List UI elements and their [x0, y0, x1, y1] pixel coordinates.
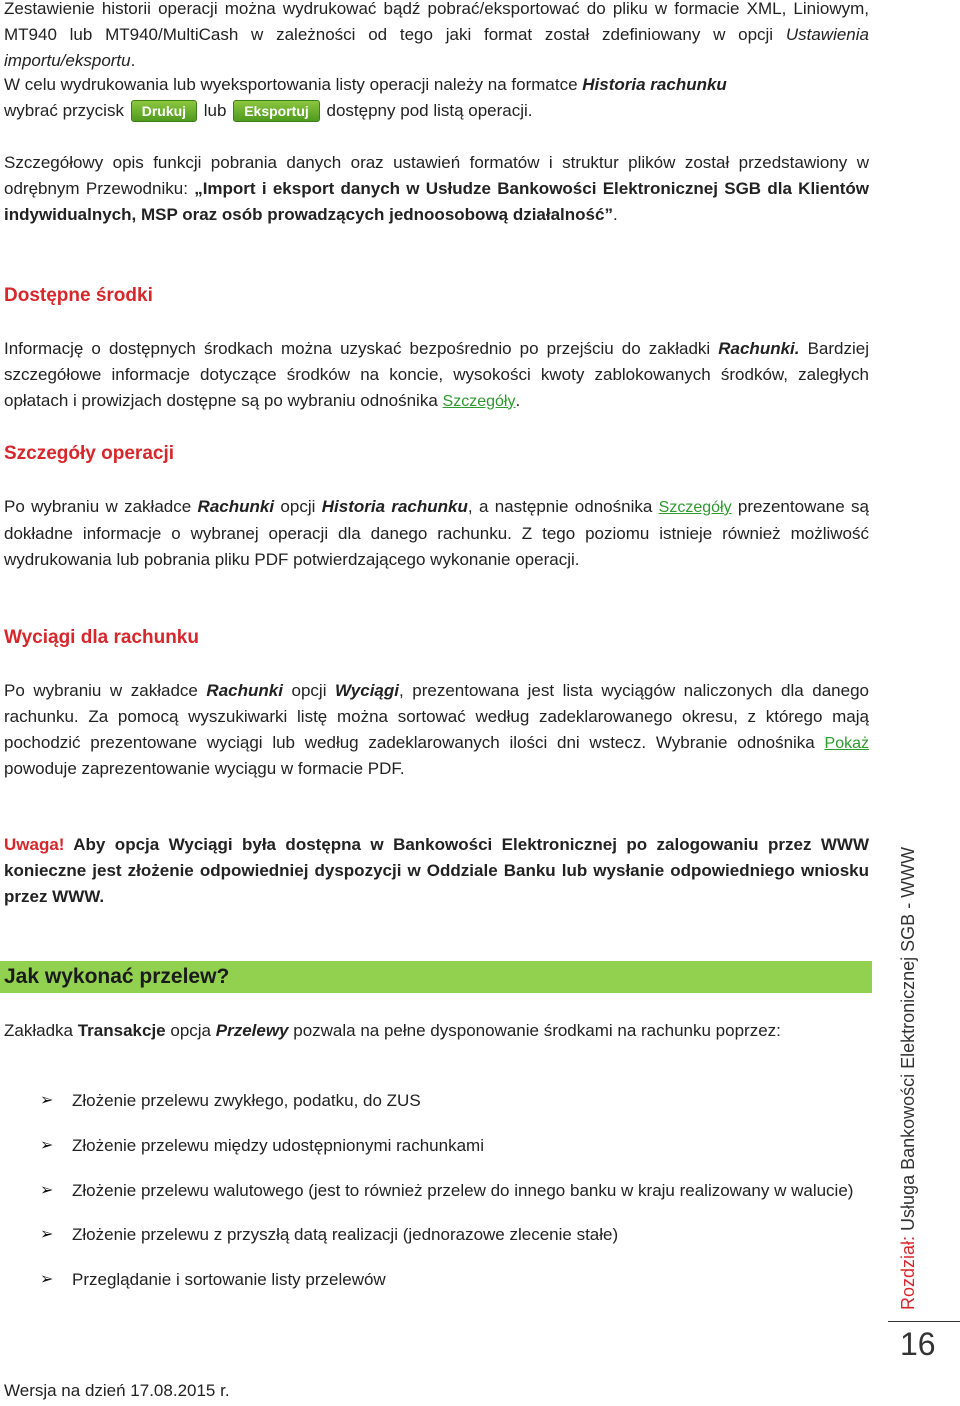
- list-item: ➢ Złożenie przelewu zwykłego, podatku, do ZUS: [40, 1088, 870, 1114]
- show-statement-link[interactable]: Pokaż: [824, 734, 869, 752]
- print-button[interactable]: Drukuj: [131, 100, 197, 122]
- list-item: ➢ Złożenie przelewu walutowego (jest to również przelew do innego banku w kraju realizowany w walucie): [40, 1178, 870, 1204]
- statements-paragraph: Po wybraniu w zakładce Rachunki opcji Wyciągi, prezentowana jest lista wyciągów naliczonych dla danego rachunku. Za pomocą wyszukiwarki listę można sortować według zadeklarowanego okresu, z którego mają pochodzić prezentowane wyciągi lub według zadeklarowanych ilości dni wstecz. Wybranie odnośnika Pokaż powoduje zaprezentowanie wyciągu w formacie PDF.: [4, 681, 869, 779]
- export-button[interactable]: Eksportuj: [233, 100, 320, 122]
- chapter-label: Rozdział:: [898, 1235, 918, 1310]
- arrow-bullet-icon: ➢: [40, 1136, 54, 1154]
- transfer-heading: Jak wykonać przelew?: [4, 965, 230, 988]
- section-heading-available-funds: Dostępne środki: [4, 285, 153, 306]
- chapter-sidebar: [898, 847, 919, 1310]
- section-heading-operation-details: Szczegóły operacji: [4, 443, 175, 464]
- chapter-title: Usługa Bankowości Elektronicznej SGB - WWW: [898, 846, 918, 1231]
- warning-paragraph: Uwaga! Aby opcja Wyciągi była dostępna w Bankowości Elektronicznej po zalogowaniu przez WWW konieczne jest złożenie odpowiedniej dyspozycji w Oddziale Banku lub wysłanie odpowiedniego wniosku przez WWW.: [4, 835, 870, 906]
- list-item: ➢ Złożenie przelewu z przyszłą datą realizacji (jednorazowe zlecenie stałe): [40, 1222, 870, 1248]
- arrow-bullet-icon: ➢: [40, 1271, 54, 1289]
- details-link[interactable]: Szczegóły: [442, 392, 516, 410]
- arrow-bullet-icon: ➢: [40, 1092, 54, 1109]
- arrow-bullet-icon: ➢: [40, 1226, 54, 1244]
- section-heading-statements: Wyciągi dla rachunku: [4, 627, 199, 648]
- operation-details-paragraph: Po wybraniu w zakładce Rachunki opcji Historia rachunku, a następnie odnośnika Szczegóły prezentowane są dokładne informacje o wybranej operacji dla danego rachunku. Z tego poziomu istnieje również możliwość wydrukowania lub pobrania pliku PDF potwierdzającego wykonanie operacji.: [4, 497, 869, 569]
- warning-label: Uwaga!: [4, 835, 65, 854]
- transfer-intro: Zakładka Transakcje opcja Przelewy pozwala na pełne dysponowanie środkami na rachunku poprzez:: [4, 1021, 781, 1040]
- transfer-heading-bar: [0, 961, 872, 993]
- page-number: 16: [900, 1326, 936, 1362]
- arrow-bullet-icon: ➢: [40, 1181, 54, 1199]
- available-funds-paragraph: Informację o dostępnych środkach można uzyskać bezpośrednio po przejściu do zakładki Rachunki. Bardziej szczegółowe informacje dotyczące środków na koncie, wysokości kwoty zablokowanych środków, zaległych opłatach i prowizjach dostępne są po wybraniu odnośnika Szczegóły.: [4, 339, 869, 410]
- list-item: ➢ Złożenie przelewu między udostępnionymi rachunkami: [40, 1133, 870, 1159]
- list-item: ➢ Przeglądanie i sortowanie listy przelewów: [40, 1267, 870, 1293]
- transfer-options-list: [40, 1088, 870, 1293]
- version-footer: Wersja na dzień 17.08.2015 r.: [4, 1381, 230, 1400]
- sidebar-divider: [888, 1321, 960, 1322]
- operation-details-link[interactable]: Szczegóły: [658, 499, 732, 516]
- intro-paragraph: Zestawienie historii operacji można wydrukować bądź pobrać/eksportować do pliku w formacie XML, Liniowym, MT940 lub MT940/MultiCash w zależności od tego jaki format został zdefiniowany w opcji Ustawienia importu/eksportu.: [4, 0, 869, 70]
- export-instructions: W celu wydrukowania lub wyeksportowania listy operacji należy na formatce Historia rachunku wybrać przycisk Drukuj lub Eksportuj dostępny pod listą operacji.: [4, 72, 869, 124]
- details-paragraph: Szczegółowy opis funkcji pobrania danych oraz ustawień formatów i struktur plików został przedstawiony w odrębnym Przewodniku: „Import i eksport danych w Usłudze Bankowości Elektronicznej SGB dla Klientów indywidualnych, MSP oraz osób prowadzących jednoosobową działalność”.: [4, 153, 869, 224]
